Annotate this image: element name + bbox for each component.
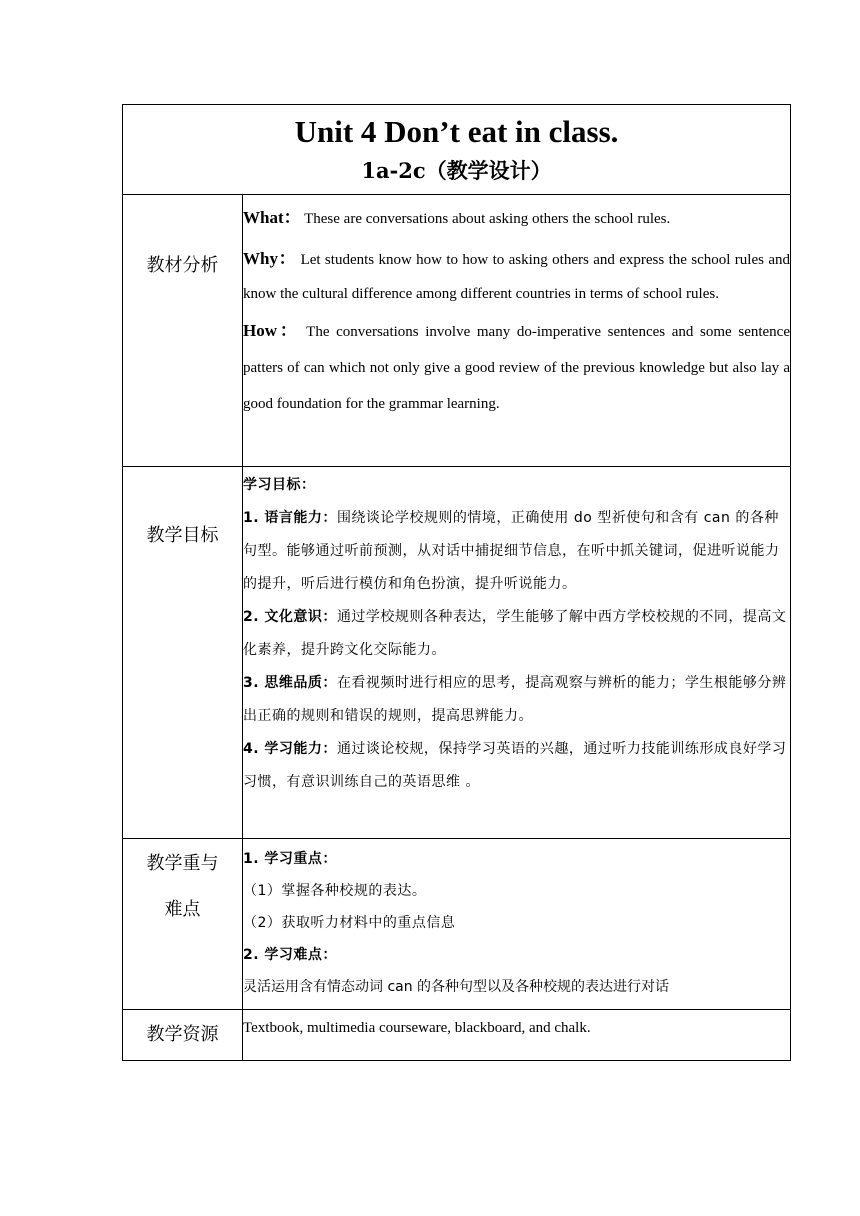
- resources-label: 教学资源: [146, 1024, 219, 1045]
- material-label: 教材分析: [146, 255, 219, 276]
- goals-heading: 学习目标：: [243, 477, 316, 493]
- material-content: [243, 195, 791, 467]
- what-text: These are conversations about asking others the school rules.: [304, 211, 671, 227]
- lesson-plan-table: [122, 104, 791, 1061]
- why-text: Let students know how to how to asking others and express the school rules and know the cultural difference among different countries in terms of school rules.: [243, 252, 790, 302]
- resources-label-cell: [123, 1010, 243, 1061]
- key-label-line-1: 教学重与: [146, 853, 219, 874]
- goal-text-3: 在看视频时进行相应的思考，提高观察与辨析的能力；学生根能够分辨出正确的规则和错误的规则，提高思辨能力。: [243, 675, 787, 724]
- why-head: Why：: [243, 249, 297, 268]
- difficulty-heading: 2. 学习难点：: [243, 947, 337, 963]
- key-label-cell: [123, 839, 243, 1010]
- key-label-line-2: 难点: [164, 899, 201, 920]
- material-row: [123, 195, 791, 467]
- goals-row: [123, 467, 791, 839]
- title-cell: [123, 105, 791, 195]
- resources-content: [243, 1010, 791, 1061]
- goals-label-cell: [123, 467, 243, 839]
- goal-text-1: 围绕谈论学校规则的情境，正确使用 do 型祈使句和含有 can 的各种句型。能够通过听前预测，从对话中捕捉细节信息，在听中抓关键词，促进听说能力的提升，听后进行模仿和角色扮演，提升听说能力。: [243, 510, 780, 592]
- goal-head-4: 4. 学习能力：: [243, 741, 337, 757]
- goals-content: [243, 467, 791, 839]
- how-text: The conversations involve many do-imperative sentences and some sentence patters of can which not only give a good review of the previous knowledge but also lay a good foundation for the grammar learning.: [243, 324, 790, 412]
- key-content: [243, 839, 791, 1010]
- how-head: How：: [243, 321, 300, 340]
- unit-title: Unit 4 Don’t eat in class.: [294, 114, 619, 149]
- lesson-subtitle: 1a-2c（教学设计）: [361, 158, 552, 183]
- goal-item-1: [243, 502, 790, 601]
- focus-item-1: （1）掌握各种校规的表达。: [243, 883, 427, 899]
- focus-item-2: （2）获取听力材料中的重点信息: [243, 915, 456, 931]
- lesson-plan: [122, 104, 790, 1061]
- what-paragraph: [243, 199, 790, 238]
- goals-label: 教学目标: [146, 525, 219, 546]
- difficulty-text: 灵活运用含有情态动词 can 的各种句型以及各种校规的表达进行对话: [243, 979, 670, 995]
- goal-text-2: 通过学校规则各种表达，学生能够了解中西方学校校规的不同，提高文化素养，提升跨文化交际能力。: [243, 609, 787, 658]
- resources-text: Textbook, multimedia courseware, blackboard, and chalk.: [243, 1020, 591, 1036]
- how-paragraph: [243, 313, 790, 422]
- what-head: What：: [243, 208, 301, 227]
- title-row: [123, 105, 791, 195]
- goal-head-1: 1. 语言能力：: [243, 510, 337, 526]
- why-paragraph: [243, 242, 790, 311]
- focus-heading: 1. 学习重点：: [243, 851, 337, 867]
- key-row: [123, 839, 791, 1010]
- goal-text-4: 通过谈论校规，保持学习英语的兴趣，通过听力技能训练形成良好学习习惯，有意识训练自己的英语思维 。: [243, 741, 787, 790]
- goal-item-4: [243, 733, 790, 799]
- goal-item-2: [243, 601, 790, 667]
- material-label-cell: [123, 195, 243, 467]
- goal-item-3: [243, 667, 790, 733]
- goal-head-3: 3. 思维品质：: [243, 675, 337, 691]
- goal-head-2: 2. 文化意识：: [243, 609, 337, 625]
- resources-row: [123, 1010, 791, 1061]
